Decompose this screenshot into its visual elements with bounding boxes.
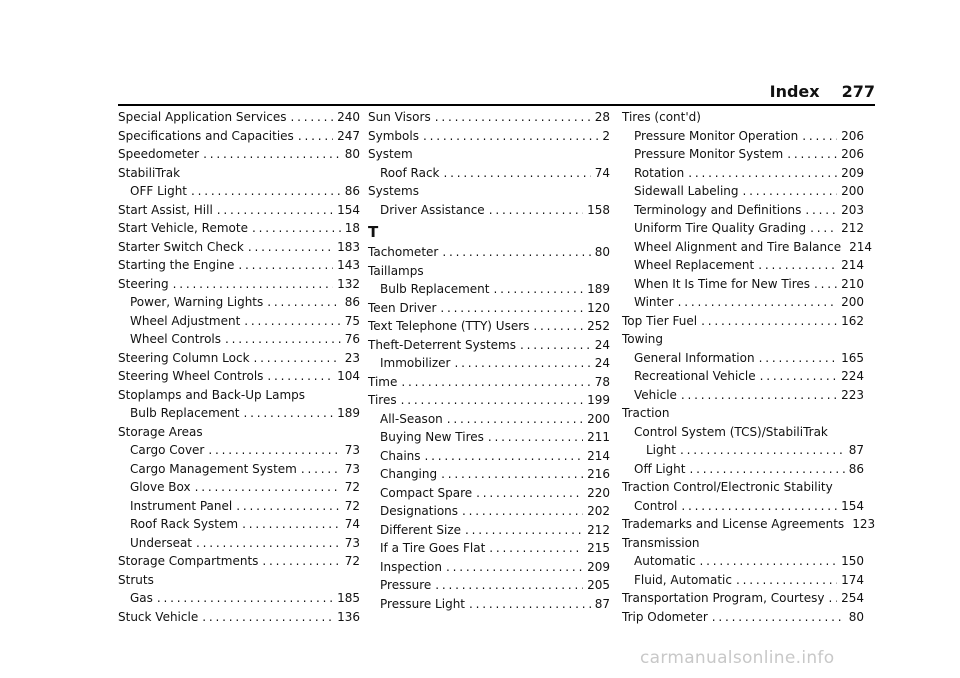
entry-page-number: 72 — [344, 480, 360, 494]
entry-page-number: 80 — [848, 609, 864, 624]
index-entry — [118, 145, 360, 164]
index-subentry — [118, 515, 360, 534]
index-entry — [368, 391, 610, 410]
entry-page-number: 216 — [587, 467, 610, 481]
entry-page-number: 80 — [594, 245, 610, 259]
index-entry — [118, 275, 360, 294]
entry-term: Wheel Adjustment — [130, 313, 241, 328]
dot-leader — [678, 293, 838, 312]
index-subentry — [622, 256, 864, 275]
entry-term: Chains — [380, 448, 421, 463]
entry-term: Rotation — [634, 165, 685, 180]
dot-leader — [681, 386, 837, 405]
entry-term: Steering Wheel Controls — [118, 369, 264, 383]
entry-term: Inspection — [380, 559, 442, 574]
index-entry — [118, 219, 360, 238]
entry-page-number: 240 — [337, 110, 360, 124]
entry-page-number: 212 — [587, 522, 610, 537]
entry-page-number: 150 — [841, 554, 864, 568]
index-subentry — [622, 164, 864, 183]
entry-page-number: 223 — [841, 387, 864, 402]
entry-page-number: 206 — [841, 128, 864, 143]
entry-page-number: 86 — [848, 461, 864, 476]
index-subentry — [622, 201, 864, 220]
entry-page-number: 72 — [344, 498, 360, 513]
index-entry — [118, 367, 360, 386]
entry-page-number: 78 — [594, 374, 610, 389]
index-subentry — [622, 460, 864, 479]
dot-leader — [493, 280, 583, 299]
entry-term: Trademarks and License Agreements — [622, 517, 845, 531]
entry-term: OFF Light — [130, 184, 188, 198]
index-entry — [368, 299, 610, 318]
entry-term: Tachometer — [368, 245, 439, 259]
index-subentry — [622, 441, 864, 460]
entry-term: Special Application Services — [118, 110, 287, 124]
dot-leader — [488, 428, 583, 447]
entry-term: Sidewall Labeling — [634, 184, 739, 198]
index-subentry — [368, 595, 610, 614]
index-heading: System — [368, 147, 413, 161]
entry-page-number: 224 — [841, 369, 864, 383]
index-heading: Stoplamps and Back-Up Lamps — [118, 387, 306, 402]
index-subentry — [118, 478, 360, 497]
entry-term: Text Telephone (TTY) Users — [368, 319, 530, 333]
dot-leader — [759, 349, 838, 368]
dot-leader — [298, 127, 333, 146]
entry-term: Wheel Replacement — [634, 258, 755, 272]
index-subentry — [368, 354, 610, 373]
index-heading: Storage Areas — [118, 424, 203, 439]
index-subentry — [622, 293, 864, 312]
entry-page-number: 28 — [594, 110, 610, 124]
entry-term: Different Size — [380, 522, 462, 537]
entry-page-number: 189 — [587, 282, 610, 296]
entry-page-number: 24 — [594, 356, 610, 370]
dot-leader — [736, 571, 837, 590]
entry-page-number: 123 — [852, 517, 876, 531]
dot-leader — [760, 367, 838, 386]
entry-page-number: 202 — [587, 504, 610, 518]
dot-leader — [810, 219, 837, 238]
entry-page-number: 86 — [344, 295, 360, 309]
dot-leader — [203, 145, 341, 164]
dot-leader — [208, 441, 340, 460]
entry-page-number: 76 — [344, 332, 360, 346]
index-entry — [622, 608, 864, 627]
index-subentry — [368, 539, 610, 558]
dot-leader — [442, 243, 590, 262]
dot-leader — [489, 201, 583, 220]
entry-term: Roof Rack — [380, 165, 440, 180]
entry-term: Start Assist, Hill — [118, 202, 213, 217]
dot-leader — [787, 145, 837, 164]
index-heading: Taillamps — [368, 263, 424, 278]
section-title: Index — [769, 82, 820, 101]
index-entry — [368, 336, 610, 355]
entry-term: Theft-Deterrent Systems — [368, 337, 516, 352]
dot-leader — [700, 552, 838, 571]
entry-page-number: 205 — [587, 578, 610, 592]
entry-term: Teen Driver — [368, 300, 437, 315]
dot-leader — [440, 299, 583, 318]
index-subentry — [622, 367, 864, 386]
index-column-1 — [118, 108, 360, 626]
entry-page-number: 209 — [841, 165, 864, 180]
dot-leader — [291, 108, 334, 127]
entry-page-number: 206 — [841, 147, 864, 161]
entry-page-number: 23 — [344, 350, 360, 365]
dot-leader — [743, 182, 838, 201]
index-subentry — [118, 404, 360, 423]
index-subentry — [622, 219, 864, 238]
index-heading: Traction — [622, 406, 670, 420]
dot-leader — [462, 502, 583, 521]
entry-term: Specifications and Capacities — [118, 128, 294, 143]
entry-page-number: 209 — [587, 559, 610, 574]
index-subentry — [622, 275, 864, 294]
entry-term: Off Light — [634, 461, 686, 476]
entry-term: Sun Visors — [368, 110, 431, 124]
index-subentry — [118, 441, 360, 460]
entry-term: Starting the Engine — [118, 258, 235, 272]
entry-term: Control — [634, 498, 678, 513]
index-column-2 — [368, 108, 610, 613]
entry-term: Buying New Tires — [380, 430, 484, 444]
entry-page-number: 211 — [587, 430, 610, 444]
dot-leader — [262, 552, 340, 571]
dot-leader — [202, 608, 333, 627]
entry-term: Recreational Vehicle — [634, 369, 756, 383]
entry-term: General Information — [634, 350, 755, 365]
dot-leader — [252, 219, 341, 238]
entry-term: Bulb Replacement — [380, 282, 490, 296]
entry-page-number: 2 — [602, 128, 610, 143]
dot-leader — [401, 373, 590, 392]
index-heading: Towing — [622, 332, 664, 346]
entry-page-number: 104 — [337, 369, 360, 383]
entry-term: Tires — [368, 393, 397, 407]
dot-leader — [242, 515, 341, 534]
entry-term: Immobilizer — [380, 356, 451, 370]
dot-leader — [238, 256, 333, 275]
entry-page-number: 183 — [337, 239, 360, 254]
index-subentry — [368, 558, 610, 577]
index-entry — [622, 589, 864, 608]
entry-term: Bulb Replacement — [130, 406, 240, 420]
index-subentry — [368, 201, 610, 220]
dot-leader — [681, 497, 837, 516]
dot-leader — [520, 336, 591, 355]
dot-leader — [425, 447, 584, 466]
index-entry — [622, 515, 876, 534]
index-subentry — [368, 447, 610, 466]
index-subentry — [622, 238, 872, 257]
entry-term: Underseat — [130, 535, 193, 550]
dot-leader — [157, 589, 333, 608]
entry-term: Uniform Tire Quality Grading — [634, 221, 807, 235]
dot-leader — [401, 391, 583, 410]
dot-leader — [267, 293, 340, 312]
index-entry — [118, 108, 360, 127]
entry-page-number: 210 — [841, 276, 864, 291]
entry-page-number: 254 — [841, 591, 864, 605]
dot-leader — [435, 108, 591, 127]
dot-leader — [301, 460, 341, 479]
dot-leader — [248, 238, 333, 257]
index-subentry — [622, 497, 864, 516]
index-column-3 — [622, 108, 876, 626]
index-subentry — [118, 312, 360, 331]
entry-page-number: 214 — [841, 258, 864, 272]
entry-page-number: 24 — [594, 337, 610, 352]
index-entry — [368, 243, 610, 262]
index-heading: Traction Control/Electronic Stability — [622, 480, 833, 494]
entry-page-number: 162 — [841, 313, 864, 328]
dot-leader — [455, 354, 591, 373]
index-heading: StabiliTrak — [118, 165, 181, 180]
entry-page-number: 74 — [594, 165, 610, 180]
entry-term: Speedometer — [118, 147, 200, 161]
entry-page-number: 158 — [587, 202, 610, 217]
entry-page-number: 87 — [594, 596, 610, 611]
index-entry — [118, 127, 360, 146]
index-entry — [622, 312, 864, 331]
entry-term: Steering — [118, 276, 169, 291]
entry-term: If a Tire Goes Flat — [380, 541, 486, 555]
index-entry — [368, 127, 610, 146]
entry-term: Changing — [380, 467, 438, 481]
index-subentry — [368, 428, 610, 447]
dot-leader — [191, 182, 341, 201]
entry-page-number: 154 — [841, 498, 864, 513]
entry-page-number: 154 — [337, 202, 360, 217]
entry-term: Designations — [380, 504, 459, 518]
entry-term: Starter Switch Check — [118, 239, 244, 254]
dot-leader — [267, 367, 333, 386]
entry-page-number: 200 — [841, 184, 864, 198]
entry-page-number: 80 — [344, 147, 360, 161]
index-subentry — [118, 182, 360, 201]
entry-term: Fluid, Automatic — [634, 572, 732, 587]
entry-term: Trip Odometer — [622, 609, 708, 624]
entry-page-number: 73 — [344, 535, 360, 550]
index-subentry — [368, 410, 610, 429]
dot-leader — [236, 497, 341, 516]
entry-term: Wheel Alignment and Tire Balance — [634, 239, 842, 254]
dot-leader — [805, 201, 837, 220]
entry-page-number: 220 — [587, 485, 610, 500]
entry-page-number: 87 — [848, 443, 864, 457]
dot-leader — [533, 317, 583, 336]
dot-leader — [173, 275, 334, 294]
dot-leader — [689, 460, 844, 479]
entry-page-number: 72 — [344, 554, 360, 568]
entry-term: Driver Assistance — [380, 202, 485, 217]
index-subentry — [368, 484, 610, 503]
entry-term: Pressure Monitor System — [634, 147, 784, 161]
entry-page-number: 200 — [587, 411, 610, 426]
dot-leader — [195, 478, 341, 497]
entry-page-number: 120 — [587, 300, 610, 315]
dot-leader — [444, 164, 591, 183]
index-heading: Struts — [118, 572, 154, 587]
entry-page-number: 165 — [841, 350, 864, 365]
index-entry — [368, 373, 610, 392]
index-subentry — [622, 127, 864, 146]
entry-term: Terminology and Definitions — [634, 202, 802, 217]
entry-page-number: 73 — [344, 443, 360, 457]
dot-leader — [469, 595, 591, 614]
entry-page-number: 199 — [587, 393, 610, 407]
index-entry — [118, 552, 360, 571]
entry-page-number: 18 — [344, 221, 360, 235]
dot-leader — [489, 539, 583, 558]
dot-leader — [688, 164, 837, 183]
dot-leader — [243, 404, 333, 423]
entry-term: Instrument Panel — [130, 498, 233, 513]
index-subentry — [118, 330, 360, 349]
index-subentry — [368, 576, 610, 595]
dot-leader — [446, 558, 583, 577]
dot-leader — [712, 608, 845, 627]
index-subentry — [368, 521, 610, 540]
entry-term: Pressure Light — [380, 596, 466, 611]
entry-page-number: 247 — [337, 128, 360, 143]
index-subentry — [118, 497, 360, 516]
watermark: carmanualsonline.info — [640, 648, 835, 668]
index-entry — [118, 201, 360, 220]
dot-leader — [254, 349, 341, 368]
entry-term: Compact Spare — [380, 485, 473, 500]
index-subentry — [118, 589, 360, 608]
index-heading: Tires (cont'd) — [622, 110, 701, 124]
index-entry — [368, 108, 610, 127]
entry-term: Cargo Management System — [130, 461, 297, 476]
index-entry — [368, 317, 610, 336]
index-subentry — [118, 534, 360, 553]
dot-leader — [435, 576, 583, 595]
entry-page-number: 73 — [344, 461, 360, 476]
index-subentry — [622, 386, 864, 405]
index-subentry — [622, 145, 864, 164]
index-letter-heading: T — [368, 223, 379, 241]
entry-term: Light — [646, 443, 676, 457]
dot-leader — [814, 275, 837, 294]
entry-page-number: 212 — [841, 221, 864, 235]
dot-leader — [225, 330, 341, 349]
entry-term: Pressure — [380, 578, 432, 592]
entry-term: All-Season — [380, 411, 443, 426]
entry-page-number: 174 — [841, 572, 864, 587]
dot-leader — [217, 201, 333, 220]
entry-term: Symbols — [368, 128, 419, 143]
entry-page-number: 189 — [337, 406, 360, 420]
index-subentry — [622, 349, 864, 368]
entry-term: Pressure Monitor Operation — [634, 128, 799, 143]
dot-leader — [802, 127, 837, 146]
index-heading: Systems — [368, 184, 419, 198]
index-subentry — [622, 182, 864, 201]
index-subentry — [118, 293, 360, 312]
dot-leader — [244, 312, 340, 331]
header-rule — [118, 104, 875, 106]
page-header — [600, 82, 875, 102]
entry-page-number: 75 — [344, 313, 360, 328]
entry-term: Stuck Vehicle — [118, 609, 199, 624]
index-subentry — [368, 502, 610, 521]
entry-term: Winter — [634, 295, 674, 309]
page-number: 277 — [841, 82, 875, 101]
dot-leader — [680, 441, 845, 460]
entry-page-number: 215 — [587, 541, 610, 555]
entry-term: Time — [368, 374, 398, 389]
dot-leader — [758, 256, 837, 275]
dot-leader — [465, 521, 583, 540]
entry-page-number: 132 — [337, 276, 360, 291]
entry-page-number: 200 — [841, 295, 864, 309]
entry-term: Storage Compartments — [118, 554, 259, 568]
index-subentry — [622, 552, 864, 571]
entry-page-number: 143 — [337, 258, 360, 272]
dot-leader — [828, 589, 837, 608]
entry-page-number: 214 — [849, 239, 872, 254]
entry-page-number: 86 — [344, 184, 360, 198]
index-subheading: Control System (TCS)/StabiliTrak — [634, 424, 828, 439]
entry-page-number: 214 — [587, 448, 610, 463]
entry-page-number: 185 — [337, 591, 360, 605]
entry-page-number: 74 — [344, 517, 360, 531]
entry-term: Transportation Program, Courtesy — [622, 591, 825, 605]
entry-term: Power, Warning Lights — [130, 295, 264, 309]
index-entry — [118, 608, 360, 627]
dot-leader — [447, 410, 583, 429]
index-heading: Transmission — [622, 535, 700, 550]
entry-term: Steering Column Lock — [118, 350, 250, 365]
entry-term: Vehicle — [634, 387, 677, 402]
index-subentry — [118, 460, 360, 479]
index-subentry — [368, 465, 610, 484]
index-subentry — [368, 280, 610, 299]
entry-page-number: 203 — [841, 202, 864, 217]
entry-term: Roof Rack System — [130, 517, 239, 531]
index-entry — [118, 256, 360, 275]
dot-leader — [701, 312, 837, 331]
entry-term: Wheel Controls — [130, 332, 222, 346]
entry-term: Start Vehicle, Remote — [118, 221, 248, 235]
entry-term: Cargo Cover — [130, 443, 205, 457]
entry-term: Glove Box — [130, 480, 191, 494]
index-entry — [118, 349, 360, 368]
entry-term: When It Is Time for New Tires — [634, 276, 811, 291]
dot-leader — [423, 127, 598, 146]
entry-term: Top Tier Fuel — [622, 313, 698, 328]
entry-page-number: 252 — [587, 319, 610, 333]
index-subentry — [622, 571, 864, 590]
entry-term: Automatic — [634, 554, 696, 568]
dot-leader — [441, 465, 583, 484]
entry-term: Gas — [130, 591, 153, 605]
index-entry — [118, 238, 360, 257]
dot-leader — [476, 484, 583, 503]
index-subentry — [368, 164, 610, 183]
entry-page-number: 136 — [337, 609, 360, 624]
dot-leader — [196, 534, 341, 553]
